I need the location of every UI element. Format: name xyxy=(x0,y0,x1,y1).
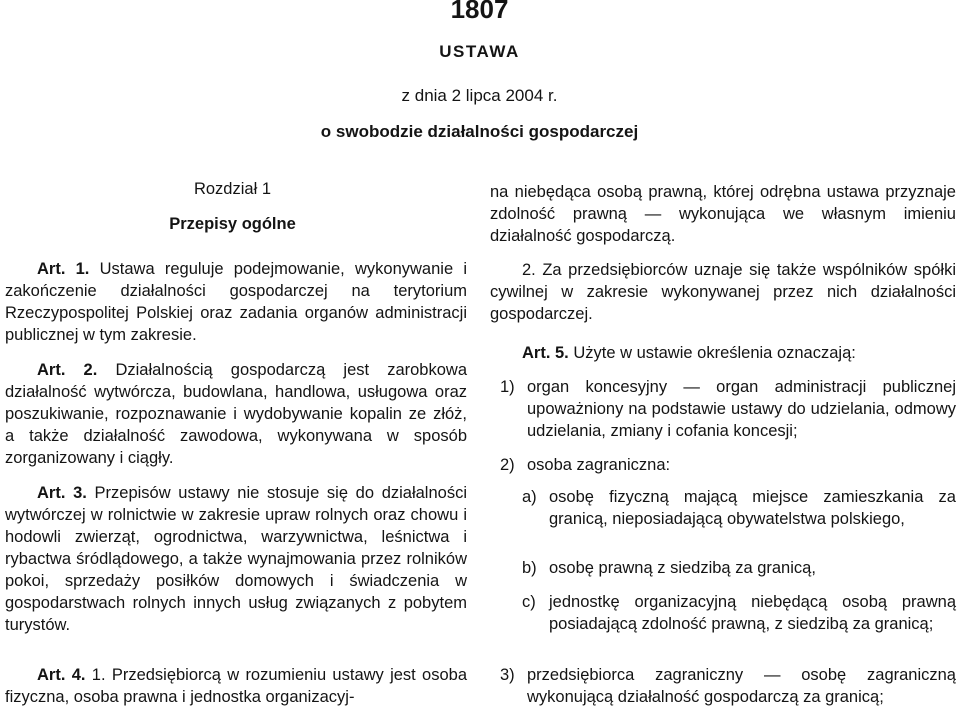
article-4 xyxy=(5,664,467,708)
article-3-label: Art. 3. xyxy=(37,484,87,502)
article-5-text: Użyte w ustawie określenia oznaczają: xyxy=(573,344,856,362)
article-2-text: Działalnością gospodarczą jest zarobkowa działalność wytwórcza, budowlana, handlowa, usługowa oraz poszukiwanie, rozpoznawanie i wydobywanie kopalin ze złóż, a także działalność zawodowa, wykonywana w sposób zorganizowany i ciągły. xyxy=(5,361,467,467)
article-5-label: Art. 5. xyxy=(522,344,569,362)
article-2 xyxy=(5,359,467,469)
chapter-label: Rozdział 1 xyxy=(193,180,272,198)
definition-item-3: 3) przedsiębiorca zagraniczny — osobę zagraniczną wykonującą działalność gospodarczą za granicą; xyxy=(500,666,956,706)
article-1-label: Art. 1. xyxy=(37,260,90,278)
article-3-text: Przepisów ustawy nie stosuje się do działalności wytwórczej w rolnictwie w zakresie upraw rolnych oraz chowu i hodowli zwierząt, ogrodnictwa, warzywnictwa, leśnictwa i rybactwa śródlądowego, a także wynajmowania przez rolników pokoi, sprzedaży posiłków domowych i świadczenia w gospodarstwach rolnych innych usług związanych z pobytem turystów. xyxy=(5,484,467,634)
article-1 xyxy=(5,258,467,346)
article-4-continuation: na niebędąca osobą prawną, której odrębna ustawa przyznaje zdolność prawną — wykonująca we własnym imieniu działalność gospodarczą. xyxy=(490,183,956,245)
article-4-paragraph-2: 2. Za przedsiębiorców uznaje się także wspólników spółki cywilnej w zakresie wykonywanej przez nich działalności gospodarczej. xyxy=(490,261,956,323)
act-subject: o swobodzie działalności gospodarczej xyxy=(320,122,639,141)
act-title: USTAWA xyxy=(439,42,520,61)
article-1-text: Ustawa reguluje podejmowanie, wykonywanie i zakończenie działalności gospodarczej na terytorium Rzeczypospolitej Polskiej oraz zadania organów administracji publicznej w tym zakresie. xyxy=(5,260,467,344)
definition-item-2: 2) osoba zagraniczna: xyxy=(500,456,671,474)
definition-subitem-c: c) jednostkę organizacyjną niebędącą osobą prawną posiadającą zdolność prawną, z siedzibą za granicą; xyxy=(522,593,956,633)
article-3 xyxy=(5,482,467,636)
chapter-title: Przepisy ogólne xyxy=(169,215,296,233)
article-5 xyxy=(490,342,956,364)
article-4-text: 1. Przedsiębiorcą w rozumieniu ustawy jest osoba fizyczna, osoba prawna i jednostka organizacyj- xyxy=(5,666,467,706)
article-2-label: Art. 2. xyxy=(37,361,98,379)
act-date: z dnia 2 lipca 2004 r. xyxy=(401,86,558,105)
definition-subitem-a: a) osobę fizyczną mającą miejsce zamieszkania za granicą, nieposiadającą obywatelstwa polskiego, xyxy=(522,488,956,528)
definition-item-1: 1) organ koncesyjny — organ administracji publicznej upoważniony na podstawie ustawy do udzielania, odmowy udzielania, zmiany i cofania koncesji; xyxy=(500,378,956,440)
document-number: 1807 xyxy=(450,0,509,24)
definition-subitem-b: b) osobę prawną z siedzibą za granicą, xyxy=(522,559,816,577)
article-4-label: Art. 4. xyxy=(37,666,86,684)
